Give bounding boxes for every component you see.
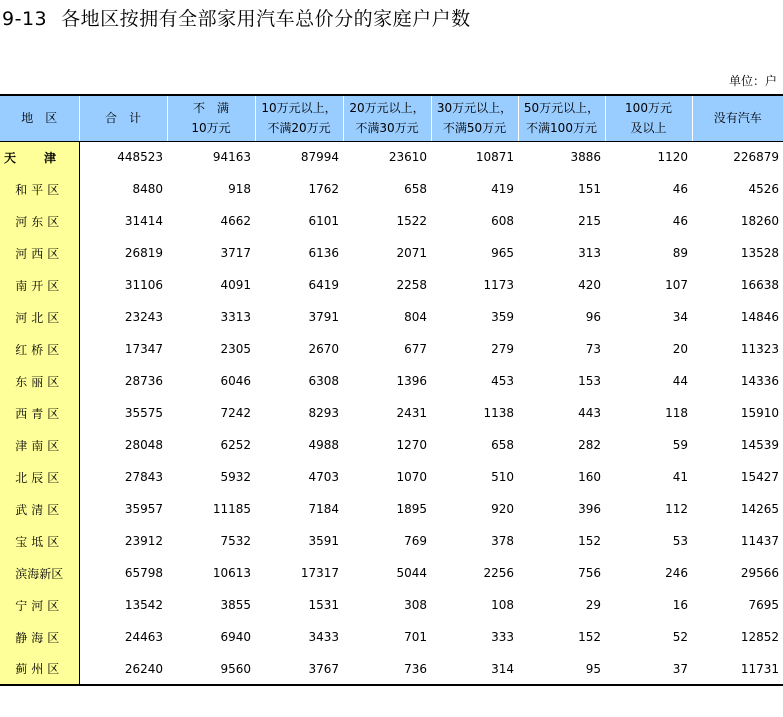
region-name: 和平区 — [0, 173, 79, 205]
table-row — [0, 461, 783, 493]
region-name: 宁河区 — [0, 589, 79, 621]
table-cell: 96 — [585, 310, 601, 324]
table-cell: 1762 — [308, 182, 339, 196]
region-name: 天津 — [0, 141, 79, 173]
table-cell: 46 — [672, 214, 688, 228]
table-cell: 29 — [585, 598, 601, 612]
column-header-line: 50万元以上， — [523, 101, 600, 116]
table-cell: 443 — [578, 406, 601, 420]
table-cell: 3591 — [308, 534, 339, 548]
table-cell: 282 — [578, 438, 601, 452]
region-name: 宝坻区 — [0, 525, 79, 557]
table-cell: 12852 — [740, 630, 779, 644]
table-cell: 6101 — [308, 214, 339, 228]
table-cell: 3767 — [255, 653, 343, 685]
table-cell: 658 — [491, 438, 514, 452]
table-cell: 44 — [672, 374, 688, 388]
column-header-line: 不满100万元 — [526, 121, 597, 136]
table-cell: 2431 — [396, 406, 427, 420]
table-cell: 15427 — [740, 470, 779, 484]
table-row — [0, 589, 783, 621]
table-cell: 4526 — [748, 182, 779, 196]
column-header-line: 及以上 — [630, 121, 667, 136]
table-row — [0, 301, 783, 333]
table-cell: 308 — [404, 598, 427, 612]
table-cell: 13528 — [740, 246, 779, 260]
table-cell: 108 — [491, 598, 514, 612]
table-row — [0, 557, 783, 589]
table-cell: 94163 — [212, 150, 251, 165]
table-cell: 73 — [585, 342, 601, 356]
table-cell: 29566 — [740, 566, 779, 580]
table-cell: 3433 — [308, 630, 339, 644]
table-cell: 420 — [578, 278, 601, 292]
region-name: 河东区 — [0, 205, 79, 237]
table-cell: 359 — [491, 310, 514, 324]
table-cell: 11731 — [692, 653, 783, 685]
table-cell: 17317 — [300, 566, 339, 580]
table-cell: 4091 — [220, 278, 251, 292]
table-cell: 151 — [578, 182, 601, 196]
table-cell: 2305 — [220, 342, 251, 356]
table-row — [0, 621, 783, 653]
column-header — [518, 95, 605, 141]
table-cell: 13542 — [124, 598, 163, 612]
column-header-line: 10万元以上， — [261, 101, 337, 116]
column-header-line: 没有汽车 — [713, 111, 762, 126]
table-cell: 5932 — [220, 470, 251, 484]
table-cell: 701 — [404, 630, 427, 644]
table-cell: 11323 — [740, 342, 779, 356]
table-cell: 3717 — [220, 246, 251, 260]
table-cell: 17347 — [124, 342, 163, 356]
table-cell: 1070 — [396, 470, 427, 484]
table-cell: 14336 — [740, 374, 779, 388]
region-name: 滨海新区 — [0, 557, 79, 589]
column-header-line: 不满30万元 — [355, 121, 419, 136]
column-header-line: 地 区 — [21, 111, 58, 126]
table-row — [0, 141, 783, 173]
table-cell: 87994 — [300, 150, 339, 165]
table-row — [0, 333, 783, 365]
table-cell: 2256 — [483, 566, 514, 580]
table-cell: 378 — [491, 534, 514, 548]
table-cell: 52 — [672, 630, 688, 644]
table-cell: 736 — [343, 653, 431, 685]
table-row — [0, 493, 783, 525]
table-cell: 46 — [672, 182, 688, 196]
region-name: 东丽区 — [0, 365, 79, 397]
column-header-line: 不满20万元 — [267, 121, 331, 136]
table-cell: 89 — [672, 246, 688, 260]
table-cell: 4662 — [220, 214, 251, 228]
table-cell: 6308 — [308, 374, 339, 388]
table-cell: 28048 — [124, 438, 163, 452]
table-cell: 215 — [578, 214, 601, 228]
table-row — [0, 205, 783, 237]
region-name: 南开区 — [0, 269, 79, 301]
table-cell: 1270 — [396, 438, 427, 452]
table-cell: 658 — [404, 182, 427, 196]
region-name: 静海区 — [0, 621, 79, 653]
table-cell: 4988 — [308, 438, 339, 452]
table-cell: 23243 — [124, 310, 163, 324]
column-header — [0, 95, 79, 141]
table-cell: 677 — [404, 342, 427, 356]
table-cell: 16 — [672, 598, 688, 612]
table-cell: 18260 — [740, 214, 779, 228]
table-row — [0, 269, 783, 301]
page-title — [2, 4, 471, 31]
table-row — [0, 653, 783, 685]
table-cell: 31414 — [124, 214, 163, 228]
unit-label: 单位：户 — [728, 74, 777, 88]
table-cell: 9560 — [167, 653, 255, 685]
table-cell: 112 — [665, 502, 688, 516]
table-cell: 15910 — [740, 406, 779, 420]
table-row — [0, 397, 783, 429]
table-cell: 3791 — [308, 310, 339, 324]
table-cell: 2071 — [396, 246, 427, 260]
table-cell: 396 — [578, 502, 601, 516]
table-cell: 5044 — [396, 566, 427, 580]
data-table — [0, 94, 783, 686]
table-cell: 8293 — [308, 406, 339, 420]
table-cell: 7242 — [220, 406, 251, 420]
column-header — [431, 95, 518, 141]
table-cell: 28736 — [124, 374, 163, 388]
column-header-line: 合 计 — [104, 111, 141, 126]
table-cell: 152 — [578, 630, 601, 644]
table-cell: 95 — [518, 653, 605, 685]
table-cell: 1173 — [483, 278, 514, 292]
table-row — [0, 173, 783, 205]
column-header-line: 不 满 — [192, 101, 229, 116]
region-name: 河西区 — [0, 237, 79, 269]
column-header — [255, 95, 343, 141]
region-name: 西青区 — [0, 397, 79, 429]
table-cell: 10613 — [212, 566, 251, 580]
table-cell: 7695 — [748, 598, 779, 612]
table-cell: 804 — [404, 310, 427, 324]
table-cell: 11437 — [740, 534, 779, 548]
table-cell: 26240 — [79, 653, 167, 685]
table-cell: 20 — [672, 342, 688, 356]
table-cell: 3886 — [570, 150, 601, 165]
column-header-line: 20万元以上， — [349, 101, 425, 116]
table-cell: 918 — [228, 182, 251, 196]
table-cell: 333 — [491, 630, 514, 644]
table-cell: 448523 — [117, 150, 163, 165]
column-header — [692, 95, 783, 141]
table-cell: 1895 — [396, 502, 427, 516]
table-cell: 6419 — [308, 278, 339, 292]
table-cell: 965 — [491, 246, 514, 260]
region-name: 红桥区 — [0, 333, 79, 365]
table-row — [0, 525, 783, 557]
table-cell: 53 — [672, 534, 688, 548]
table-cell: 6940 — [220, 630, 251, 644]
table-cell: 1522 — [396, 214, 427, 228]
table-cell: 7184 — [308, 502, 339, 516]
table-cell: 23912 — [124, 534, 163, 548]
column-header-line: 100万元 — [625, 101, 672, 116]
table-cell: 35575 — [124, 406, 163, 420]
table-cell: 3855 — [220, 598, 251, 612]
table-row — [0, 365, 783, 397]
table-cell: 35957 — [124, 502, 163, 516]
table-cell: 41 — [672, 470, 688, 484]
table-cell: 160 — [578, 470, 601, 484]
region-name: 津南区 — [0, 429, 79, 461]
table-cell: 608 — [491, 214, 514, 228]
table-cell: 756 — [578, 566, 601, 580]
table-cell: 4703 — [308, 470, 339, 484]
table-cell: 107 — [665, 278, 688, 292]
table-cell: 16638 — [740, 278, 779, 292]
region-name: 武清区 — [0, 493, 79, 525]
table-cell: 1396 — [396, 374, 427, 388]
table-cell: 27843 — [124, 470, 163, 484]
table-cell: 313 — [578, 246, 601, 260]
table-row — [0, 429, 783, 461]
table-row — [0, 237, 783, 269]
table-cell: 769 — [404, 534, 427, 548]
table-cell: 14846 — [740, 310, 779, 324]
table-cell: 2670 — [308, 342, 339, 356]
table-cell: 7532 — [220, 534, 251, 548]
table-cell: 510 — [491, 470, 514, 484]
table-cell: 226879 — [733, 150, 779, 165]
table-cell: 37 — [605, 653, 692, 685]
table-cell: 6136 — [308, 246, 339, 260]
table-cell: 118 — [665, 406, 688, 420]
table-cell: 31106 — [124, 278, 163, 292]
column-header-line: 10万元 — [191, 121, 231, 136]
table-cell: 1531 — [308, 598, 339, 612]
table-cell: 419 — [491, 182, 514, 196]
table-cell: 23610 — [388, 150, 427, 165]
table-cell: 152 — [578, 534, 601, 548]
column-header-line: 30万元以上， — [436, 101, 513, 116]
table-title: 各地区按拥有全部家用汽车总价分的家庭户户数 — [61, 8, 471, 30]
table-cell: 59 — [672, 438, 688, 452]
table-cell: 6252 — [220, 438, 251, 452]
table-cell: 14265 — [740, 502, 779, 516]
column-header — [167, 95, 255, 141]
table-cell: 8480 — [132, 182, 163, 196]
table-cell: 1138 — [483, 406, 514, 420]
table-cell: 24463 — [124, 630, 163, 644]
table-cell: 453 — [491, 374, 514, 388]
table-cell: 153 — [578, 374, 601, 388]
table-header — [0, 95, 783, 141]
table-cell: 279 — [491, 342, 514, 356]
table-cell: 6046 — [220, 374, 251, 388]
table-number: 9-13 — [2, 8, 48, 30]
table-body — [0, 141, 783, 685]
table-cell: 10871 — [475, 150, 514, 165]
column-header-line: 不满50万元 — [442, 121, 507, 136]
table-cell: 26819 — [124, 246, 163, 260]
region-name: 河北区 — [0, 301, 79, 333]
table-cell: 3313 — [220, 310, 251, 324]
table-cell: 11185 — [212, 502, 251, 516]
table-cell: 314 — [431, 653, 518, 685]
region-name: 蓟州区 — [0, 653, 79, 685]
column-header — [605, 95, 692, 141]
header-row — [0, 95, 783, 141]
region-name: 北辰区 — [0, 461, 79, 493]
table-cell: 14539 — [740, 438, 779, 452]
table-cell: 34 — [672, 310, 688, 324]
table-cell: 2258 — [396, 278, 427, 292]
table-cell: 920 — [491, 502, 514, 516]
table-cell: 246 — [665, 566, 688, 580]
column-header — [79, 95, 167, 141]
column-header — [343, 95, 431, 141]
table-cell: 65798 — [124, 566, 163, 580]
table-cell: 1120 — [657, 150, 688, 165]
